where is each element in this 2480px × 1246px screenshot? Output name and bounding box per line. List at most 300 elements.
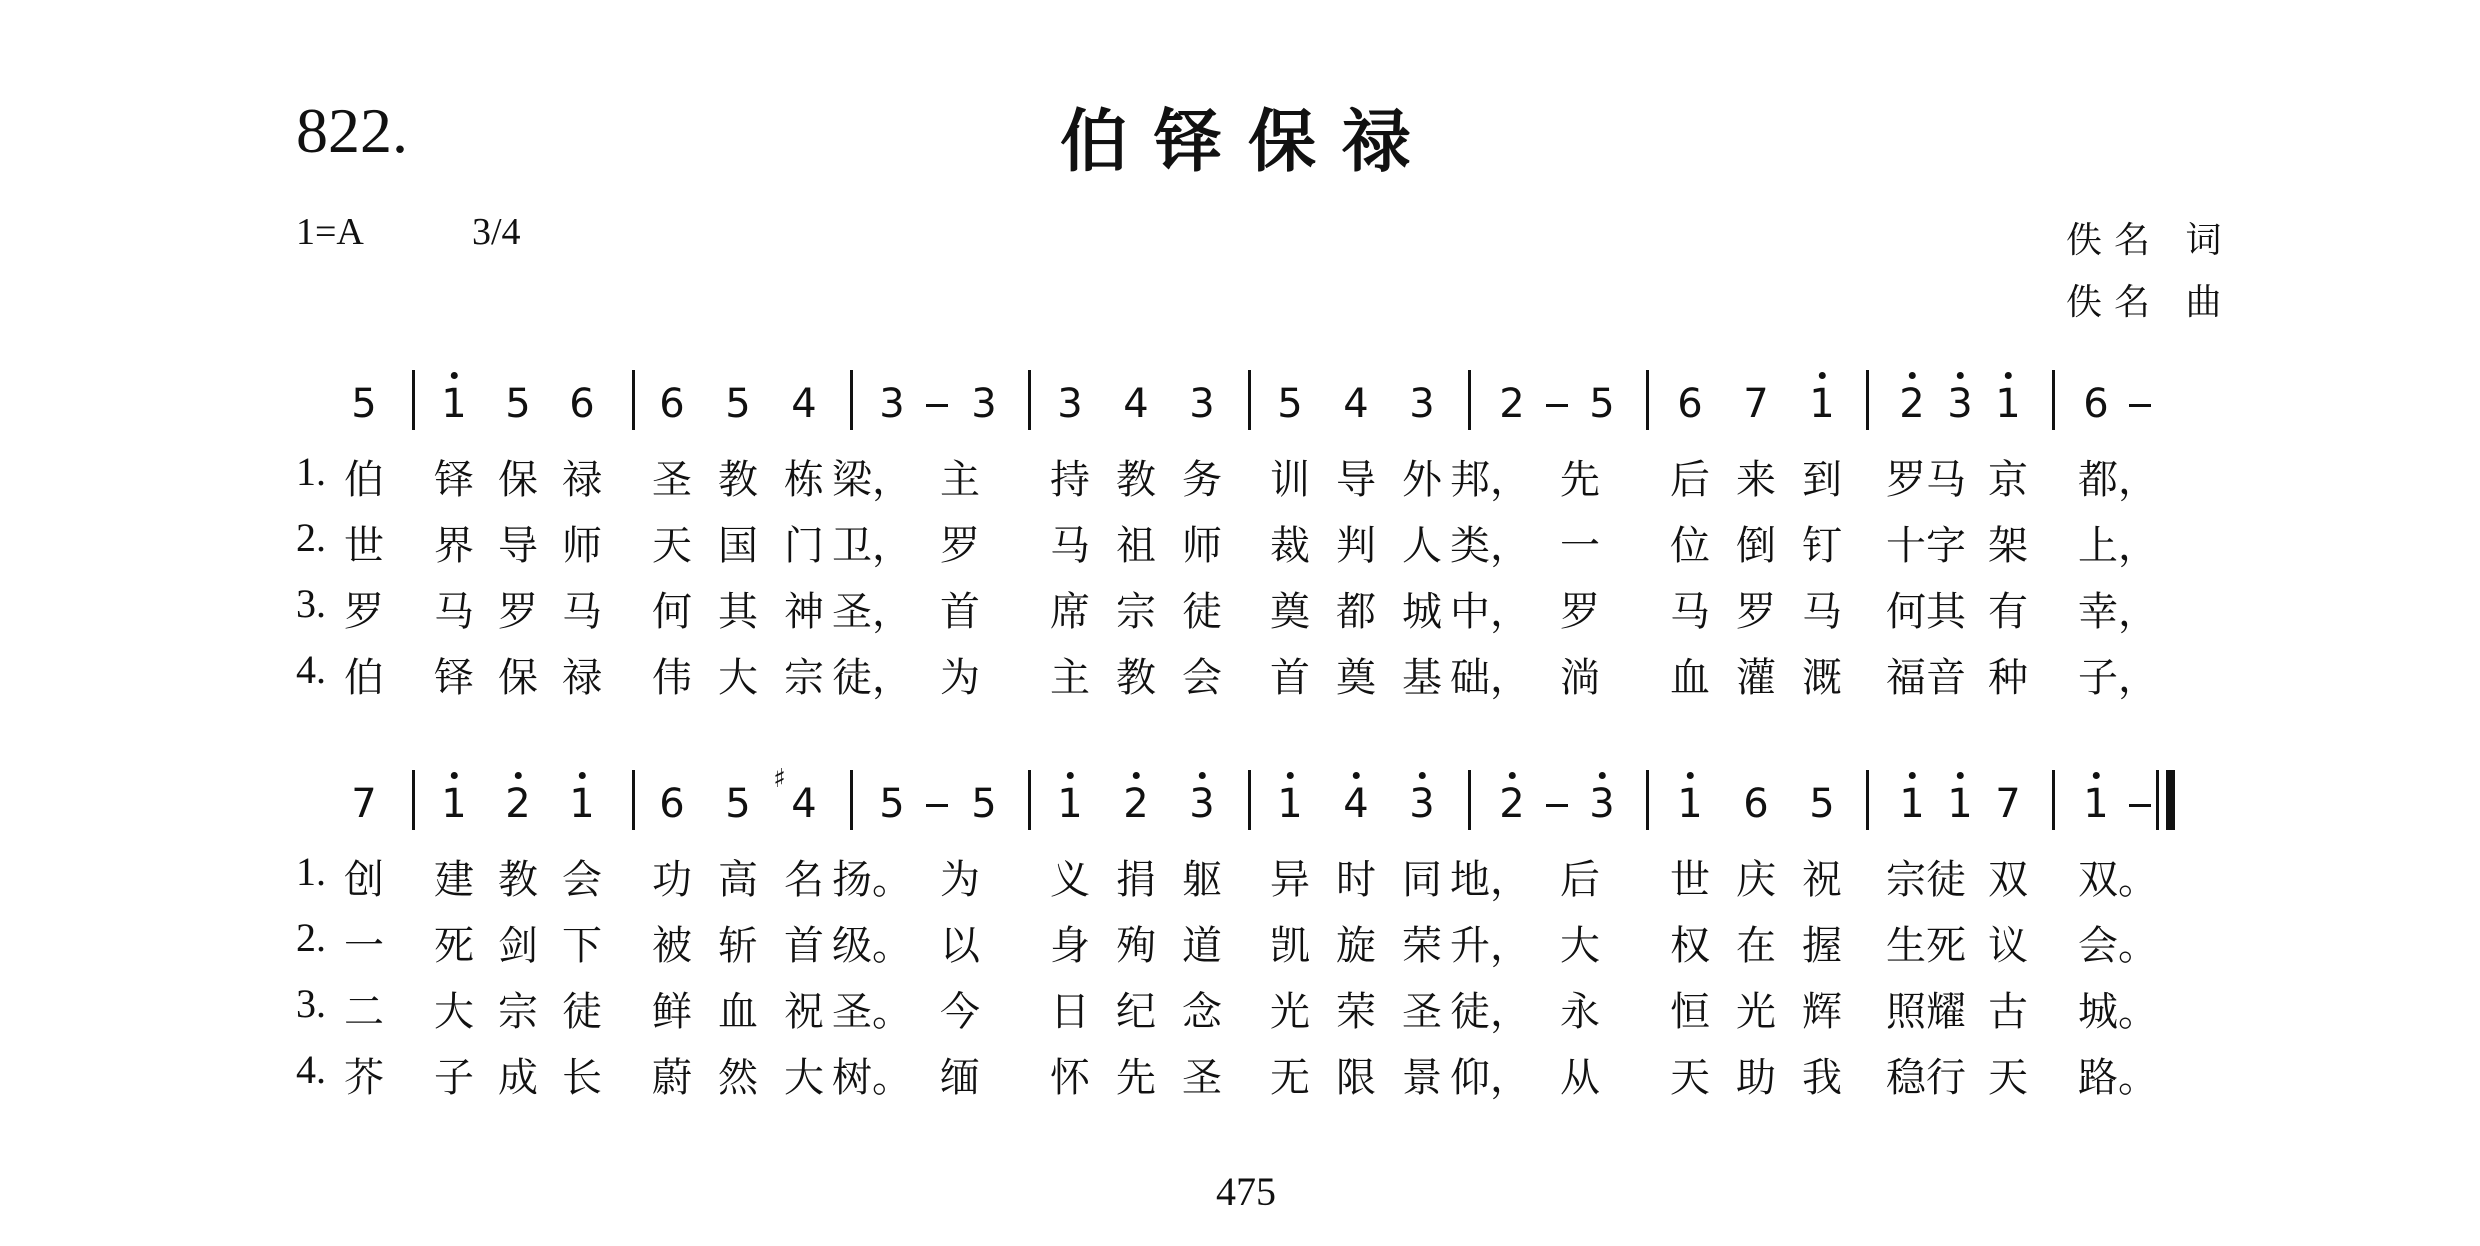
high-octave-dot: [1908, 372, 1915, 379]
note: [1499, 781, 1525, 827]
lyric-syllable: 罗: [344, 589, 384, 635]
lyric-syllable: 下: [562, 923, 602, 969]
high-octave-dot: [1286, 772, 1293, 779]
lyric-syllable: 功: [652, 857, 692, 903]
bar-line: [1468, 770, 1471, 830]
verse-number: 4.: [296, 1047, 326, 1092]
lyric-syllable: 会。: [2078, 923, 2158, 969]
note-value: 1: [1277, 781, 1303, 827]
lyric-syllable: 义: [1050, 857, 1090, 903]
note: [1677, 381, 1703, 427]
note: [879, 781, 905, 827]
note: [773, 764, 817, 827]
composer-credit: 佚名 曲: [2066, 282, 2234, 323]
lyric-syllable: 后: [1560, 857, 1600, 903]
bar-line: [1866, 370, 1869, 430]
note: [1899, 381, 1925, 427]
lyric-syllable: 荣: [1402, 923, 1442, 969]
sustain-dash: [2129, 404, 2151, 407]
high-octave-dot: [514, 772, 521, 779]
note-value: 3: [1189, 381, 1215, 427]
note: [725, 781, 751, 827]
lyric-syllable: 圣: [1402, 989, 1442, 1035]
lyric-syllable: 地，: [1450, 857, 1530, 903]
high-octave-dot: [1956, 372, 1963, 379]
lyric-syllable: 保: [498, 655, 538, 701]
lyric-syllable: 奠: [1336, 655, 1376, 701]
lyric-syllable: 以: [940, 923, 980, 969]
lyric-syllable: 教: [1116, 655, 1156, 701]
lyric-syllable: 徒: [1182, 589, 1222, 635]
high-octave-dot: [1908, 772, 1915, 779]
verse-number: 1.: [296, 849, 326, 894]
note: [1277, 781, 1303, 827]
note-value: 3: [879, 381, 905, 427]
note-value: 4: [1123, 381, 1149, 427]
lyric-syllable: 仰，: [1450, 1055, 1530, 1101]
lyric-syllable: 基: [1402, 655, 1442, 701]
note: [1409, 381, 1435, 427]
note: [1057, 781, 1083, 827]
lyric-syllable: 大: [718, 655, 758, 701]
lyric-syllable: 双: [1988, 857, 2028, 903]
note: [505, 381, 531, 427]
note: [1189, 781, 1215, 827]
lyric-syllable: 幸，: [2078, 589, 2158, 635]
lyric-syllable: 伟: [652, 655, 692, 701]
lyric-syllable: 马: [1050, 523, 1090, 569]
lyric-syllable: 教: [718, 457, 758, 503]
note: [441, 381, 467, 427]
note: [2083, 781, 2109, 827]
lyric-syllable: 庆: [1736, 857, 1776, 903]
lyric-syllable: 门: [784, 523, 824, 569]
note: [725, 381, 751, 427]
hymn-title: 伯铎保禄: [1060, 102, 1437, 182]
note: [505, 781, 531, 827]
lyric-syllable: 高: [718, 857, 758, 903]
lyric-syllable: 大: [784, 1055, 824, 1101]
high-octave-dot: [1066, 772, 1073, 779]
note-value: 1: [441, 781, 467, 827]
lyric-syllable: 从: [1560, 1055, 1600, 1101]
note-value: 1: [441, 381, 467, 427]
page-number: 475: [1216, 1169, 1276, 1214]
lyric-syllable: 城: [1402, 589, 1442, 635]
lyric-syllable: 躯: [1182, 857, 1222, 903]
note: [1809, 781, 1835, 827]
lyric-line-verse-2: [0, 514, 2480, 574]
lyric-syllable: 身: [1050, 923, 1090, 969]
lyric-syllable: 宗: [498, 989, 538, 1035]
lyric-syllable: 奠: [1270, 589, 1310, 635]
lyric-syllable: 主: [940, 457, 980, 503]
lyric-syllable: 何其: [1886, 589, 1966, 635]
lyric-syllable: 凯: [1270, 923, 1310, 969]
bar-line: [1028, 370, 1031, 430]
lyric-syllable: 淌: [1560, 655, 1600, 701]
lyric-syllable: 马: [1802, 589, 1842, 635]
lyric-syllable: 上，: [2078, 523, 2158, 569]
lyric-syllable: 异: [1270, 857, 1310, 903]
note-value: 3: [1189, 781, 1215, 827]
note-value: 5: [505, 381, 531, 427]
lyric-syllable: 界: [434, 523, 474, 569]
lyric-syllable: 位: [1670, 523, 1710, 569]
lyric-syllable: 邦，: [1450, 457, 1530, 503]
lyric-syllable: 禄: [562, 655, 602, 701]
lyric-syllable: 成: [498, 1055, 538, 1101]
high-octave-dot: [578, 772, 585, 779]
lyric-syllable: 天: [1670, 1055, 1710, 1101]
note: [351, 381, 377, 427]
note-value: 6: [659, 381, 685, 427]
note: [1277, 381, 1303, 427]
note-value: 3: [1409, 781, 1435, 827]
high-octave-dot: [450, 772, 457, 779]
lyric-syllable: 日: [1050, 989, 1090, 1035]
note-value: 1: [569, 781, 595, 827]
note: [1947, 381, 1973, 427]
notation-row: [0, 360, 2480, 450]
verse-number: 3.: [296, 581, 326, 626]
lyric-syllable: 训: [1270, 457, 1310, 503]
lyric-syllable: 纪: [1116, 989, 1156, 1035]
verse-number: 2.: [296, 515, 326, 560]
lyric-syllable: 照耀: [1886, 989, 1966, 1035]
lyric-syllable: 长: [562, 1055, 602, 1101]
bar-line: [632, 370, 635, 430]
time-signature: 3/4: [472, 211, 521, 253]
lyric-syllable: 双。: [2078, 857, 2158, 903]
lyric-syllable: 福音: [1886, 655, 1966, 701]
lyric-syllable: 十字: [1886, 523, 1966, 569]
bar-line: [1468, 370, 1471, 430]
bar-line: [850, 770, 853, 830]
lyric-syllable: 斩: [718, 923, 758, 969]
bar-line: [632, 770, 635, 830]
note: [1189, 381, 1215, 427]
note: [1343, 381, 1369, 427]
lyric-syllable: 马: [1670, 589, 1710, 635]
lyric-syllable: 会: [1182, 655, 1222, 701]
lyric-syllable: 保: [498, 457, 538, 503]
note: [1947, 781, 1973, 827]
key-signature: 1=A: [296, 211, 364, 253]
lyric-syllable: 务: [1182, 457, 1222, 503]
lyric-syllable: 树。: [832, 1055, 912, 1101]
note: [569, 381, 595, 427]
lyric-syllable: 芥: [344, 1055, 384, 1101]
note: [441, 781, 467, 827]
lyric-syllable: 来: [1736, 457, 1776, 503]
lyric-syllable: 罗马: [1886, 457, 1966, 503]
lyric-syllable: 世: [344, 523, 384, 569]
note: [1499, 381, 1525, 427]
lyric-syllable: 导: [498, 523, 538, 569]
lyric-syllable: 议: [1988, 923, 2028, 969]
lyric-syllable: 徒: [562, 989, 602, 1035]
bar-line: [1028, 770, 1031, 830]
note-value: 1: [1899, 781, 1925, 827]
lyric-line-verse-3: [0, 580, 2480, 640]
note-value: 2: [505, 781, 531, 827]
lyric-syllable: 名: [784, 857, 824, 903]
lyric-line-verse-4: [0, 1046, 2480, 1106]
lyric-syllable: 缅: [940, 1055, 980, 1101]
note-value: 4: [791, 381, 817, 427]
lyric-syllable: 宗: [784, 655, 824, 701]
lyric-syllable: 会: [562, 857, 602, 903]
lyric-syllable: 今: [940, 989, 980, 1035]
note: [569, 781, 595, 827]
verse-number: 1.: [296, 449, 326, 494]
bar-line: [1866, 770, 1869, 830]
sustain-dash: [1546, 804, 1568, 807]
lyric-syllable: 伯: [344, 457, 384, 503]
lyric-syllable: 权: [1670, 923, 1710, 969]
lyric-syllable: 一: [1560, 523, 1600, 569]
note: [1995, 781, 2021, 827]
lyric-syllable: 道: [1182, 923, 1222, 969]
lyric-syllable: 卫，: [832, 523, 912, 569]
bar-line: [850, 370, 853, 430]
lyric-syllable: 助: [1736, 1055, 1776, 1101]
lyric-syllable: 二: [344, 989, 384, 1035]
note: [971, 381, 997, 427]
note: [1677, 781, 1703, 827]
lyric-line-verse-2: [0, 914, 2480, 974]
lyric-syllable: 同: [1402, 857, 1442, 903]
note: [791, 381, 817, 427]
lyric-syllable: 马: [434, 589, 474, 635]
lyric-syllable: 蔚: [652, 1055, 692, 1101]
lyric-syllable: 罗: [498, 589, 538, 635]
lyric-syllable: 被: [652, 923, 692, 969]
note: [1995, 381, 2021, 427]
lyric-syllable: 种: [1988, 655, 2028, 701]
note-value: 1: [1947, 781, 1973, 827]
lyric-syllable: 剑: [498, 923, 538, 969]
high-octave-dot: [1198, 772, 1205, 779]
lyric-syllable: 旋: [1336, 923, 1376, 969]
note-value: 3: [971, 381, 997, 427]
lyric-syllable: 础，: [1450, 655, 1530, 701]
lyric-syllable: 辉: [1802, 989, 1842, 1035]
lyric-syllable: 血: [1670, 655, 1710, 701]
lyric-syllable: 首: [940, 589, 980, 635]
lyric-syllable: 其: [718, 589, 758, 635]
lyric-syllable: 一: [344, 923, 384, 969]
lyric-syllable: 师: [1182, 523, 1222, 569]
sustain-dash: [2129, 804, 2151, 807]
lyric-line-verse-3: [0, 980, 2480, 1040]
note-value: 1: [1057, 781, 1083, 827]
lyric-syllable: 国: [718, 523, 758, 569]
lyric-syllable: 在: [1736, 923, 1776, 969]
final-bar-thick: [2166, 770, 2175, 830]
note-value: 1: [1677, 781, 1703, 827]
lyric-syllable: 恒: [1670, 989, 1710, 1035]
note: [1899, 781, 1925, 827]
lyric-syllable: 天: [652, 523, 692, 569]
note-value: 2: [1499, 381, 1525, 427]
lyric-syllable: 景: [1402, 1055, 1442, 1101]
note-value: 7: [351, 781, 377, 827]
note-value: 3: [1057, 381, 1083, 427]
lyric-syllable: 鲜: [652, 989, 692, 1035]
lyric-syllable: 钉: [1802, 523, 1842, 569]
note: [971, 781, 997, 827]
note-value: 7: [1995, 781, 2021, 827]
high-octave-dot: [1132, 772, 1139, 779]
note-value: 5: [1589, 381, 1615, 427]
lyric-syllable: 主: [1050, 655, 1090, 701]
lyric-syllable: 殉: [1116, 923, 1156, 969]
note-value: 5: [351, 381, 377, 427]
lyric-syllable: 时: [1336, 857, 1376, 903]
lyric-syllable: 罗: [1560, 589, 1600, 635]
note-value: 2: [1499, 781, 1525, 827]
note-value: 4: [791, 781, 817, 827]
lyric-syllable: 铎: [434, 655, 474, 701]
lyric-line-verse-1: [0, 448, 2480, 508]
hymn-number: 822.: [296, 95, 408, 166]
lyric-syllable: 圣: [1182, 1055, 1222, 1101]
high-octave-dot: [1418, 772, 1425, 779]
lyric-syllable: 我: [1802, 1055, 1842, 1101]
note: [1409, 781, 1435, 827]
bar-line: [1248, 770, 1251, 830]
note: [1743, 381, 1769, 427]
lyric-line-verse-1: [0, 848, 2480, 908]
lyric-syllable: 捐: [1116, 857, 1156, 903]
note-value: 5: [725, 381, 751, 427]
lyric-syllable: 溉: [1802, 655, 1842, 701]
high-octave-dot: [1956, 772, 1963, 779]
high-octave-dot: [1598, 772, 1605, 779]
lyricist-credit: 佚名 词: [2066, 220, 2234, 261]
lyric-syllable: 圣: [652, 457, 692, 503]
lyric-syllable: 荣: [1336, 989, 1376, 1035]
final-bar-thin: [2156, 770, 2159, 830]
note-value: 6: [2083, 381, 2109, 427]
high-octave-dot: [1686, 772, 1693, 779]
lyric-syllable: 京: [1988, 457, 2028, 503]
high-octave-dot: [1508, 772, 1515, 779]
note: [659, 781, 685, 827]
lyric-syllable: 先: [1116, 1055, 1156, 1101]
sharp-accidental: ♯: [773, 764, 786, 794]
lyric-syllable: 光: [1736, 989, 1776, 1035]
lyric-syllable: 栋: [784, 457, 824, 503]
note: [1343, 781, 1369, 827]
lyric-syllable: 徒，: [1450, 989, 1530, 1035]
note-value: 6: [1677, 381, 1703, 427]
bar-line: [1646, 370, 1649, 430]
high-octave-dot: [2092, 772, 2099, 779]
bar-line: [1248, 370, 1251, 430]
note-value: 6: [1743, 781, 1769, 827]
lyric-syllable: 子: [434, 1055, 474, 1101]
lyric-syllable: 怀: [1050, 1055, 1090, 1101]
note: [1589, 381, 1615, 427]
lyric-syllable: 都: [1336, 589, 1376, 635]
note-value: 2: [1123, 781, 1149, 827]
lyric-syllable: 都，: [2078, 457, 2158, 503]
lyric-syllable: 徒，: [832, 655, 912, 701]
note: [2083, 381, 2109, 427]
lyric-syllable: 血: [718, 989, 758, 1035]
lyric-syllable: 古: [1988, 989, 2028, 1035]
lyric-syllable: 裁: [1270, 523, 1310, 569]
lyric-syllable: 倒: [1736, 523, 1776, 569]
lyric-syllable: 罗: [940, 523, 980, 569]
lyric-syllable: 创: [344, 857, 384, 903]
lyric-syllable: 为: [940, 655, 980, 701]
lyric-syllable: 祝: [1802, 857, 1842, 903]
lyric-syllable: 城。: [2078, 989, 2158, 1035]
lyric-syllable: 宗: [1116, 589, 1156, 635]
lyric-syllable: 人: [1402, 523, 1442, 569]
lyric-syllable: 升，: [1450, 923, 1530, 969]
lyric-syllable: 念: [1182, 989, 1222, 1035]
lyric-syllable: 罗: [1736, 589, 1776, 635]
lyric-syllable: 首: [784, 923, 824, 969]
note: [1589, 781, 1615, 827]
note: [1809, 381, 1835, 427]
lyric-syllable: 大: [434, 989, 474, 1035]
lyric-syllable: 伯: [344, 655, 384, 701]
note-value: 3: [1589, 781, 1615, 827]
lyric-syllable: 祖: [1116, 523, 1156, 569]
lyric-syllable: 死: [434, 923, 474, 969]
high-octave-dot: [2004, 372, 2011, 379]
lyric-syllable: 教: [1116, 457, 1156, 503]
note-value: 1: [1809, 381, 1835, 427]
lyric-syllable: 何: [652, 589, 692, 635]
sustain-dash: [926, 404, 948, 407]
lyric-syllable: 马: [562, 589, 602, 635]
note-value: 1: [1995, 381, 2021, 427]
note-value: 4: [1343, 381, 1369, 427]
note: [1123, 381, 1149, 427]
sustain-dash: [1546, 404, 1568, 407]
lyric-line-verse-4: [0, 646, 2480, 706]
note-value: 1: [2083, 781, 2109, 827]
lyric-syllable: 天: [1988, 1055, 2028, 1101]
lyric-syllable: 后: [1670, 457, 1710, 503]
lyric-syllable: 师: [562, 523, 602, 569]
lyric-syllable: 灌: [1736, 655, 1776, 701]
high-octave-dot: [450, 372, 457, 379]
lyric-syllable: 教: [498, 857, 538, 903]
lyric-syllable: 路。: [2078, 1055, 2158, 1101]
high-octave-dot: [1818, 372, 1825, 379]
lyric-syllable: 有: [1988, 589, 2028, 635]
sustain-dash: [926, 804, 948, 807]
note-value: 6: [569, 381, 595, 427]
lyric-syllable: 限: [1336, 1055, 1376, 1101]
lyric-syllable: 宗徒: [1886, 857, 1966, 903]
note-value: 3: [1947, 381, 1973, 427]
lyric-syllable: 席: [1050, 589, 1090, 635]
bar-line: [2052, 370, 2055, 430]
lyric-syllable: 永: [1560, 989, 1600, 1035]
lyric-syllable: 铎: [434, 457, 474, 503]
lyric-syllable: 外: [1402, 457, 1442, 503]
lyric-syllable: 然: [718, 1055, 758, 1101]
